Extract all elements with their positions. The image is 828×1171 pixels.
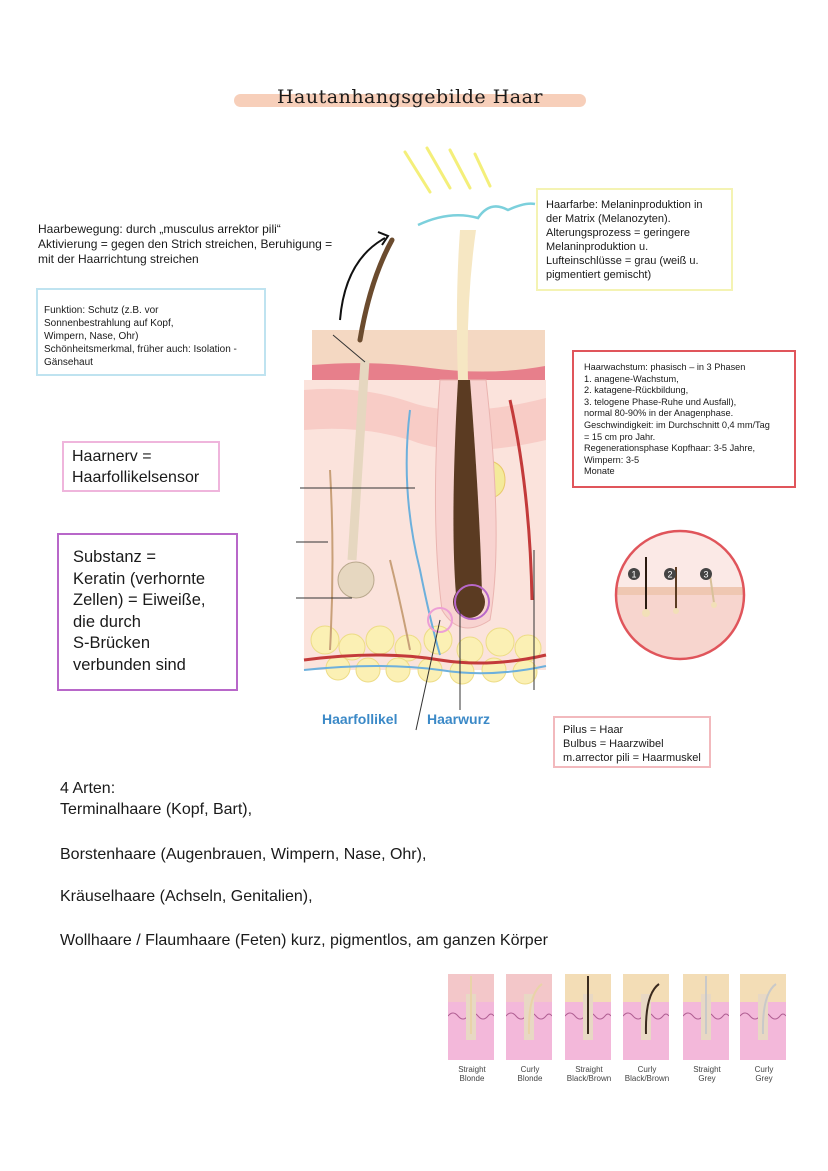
swatch-label-2: Grey <box>755 1074 773 1083</box>
swatch-image <box>448 974 494 1060</box>
swatch-straight-black-brown <box>565 974 613 1083</box>
swatch-image <box>565 974 611 1060</box>
growth-line-4: 3. telogene Phase-Ruhe und Ausfall), <box>584 396 737 407</box>
hair-types-heading: 4 Arten: <box>60 780 116 797</box>
substance-line-3: Zellen) = Eiweiße, <box>73 591 206 609</box>
function-line-2: Sonnenbestrahlung auf Kopf, <box>44 318 174 329</box>
hair-parts-box <box>553 716 711 768</box>
growth-line-10: Monate <box>584 466 615 477</box>
swatch-label-2: Blonde <box>459 1074 485 1083</box>
page-title: Hautanhangsgebilde Haar <box>276 86 544 108</box>
swatch-label-1: Straight <box>458 1065 486 1074</box>
hair-nerve-box <box>62 441 220 492</box>
growth-line-6: Geschwindigkeit: im Durchschnitt 0,4 mm/Tag <box>584 419 770 430</box>
growth-line-9: Wimpern: 3-5 <box>584 454 640 465</box>
function-line-3: Wimpern, Nase, Ohr) <box>44 331 139 342</box>
growth-phase-illustration <box>612 527 748 663</box>
substance-line-1: Substanz = <box>73 548 157 566</box>
swatch-label-1: Curly <box>754 1065 774 1074</box>
swatch-straight-blonde <box>448 974 496 1083</box>
phase-number-3: 3 <box>703 569 709 580</box>
swatch-curly-blonde <box>506 974 554 1083</box>
growth-line-5: normal 80-90% in der Anagenphase. <box>584 408 734 419</box>
color-line-5: Lufteinschlüsse = grau (weiß u. <box>546 255 699 267</box>
color-line-1: Haarfarbe: Melaninproduktion in <box>546 199 703 211</box>
swatch-label-2: Blonde <box>517 1074 543 1083</box>
color-line-2: der Matrix (Melanozyten). <box>546 213 671 225</box>
movement-line-3: mit der Haarrichtung streichen <box>38 252 199 266</box>
growth-line-3: 2. katagene-Rückbildung, <box>584 385 689 396</box>
hair-type-vellus: Wollhaare / Flaumhaare (Feten) kurz, pigmentlos, am ganzen Körper <box>60 932 548 949</box>
swatch-straight-grey <box>683 974 731 1083</box>
growth-line-7: = 15 cm pro Jahr. <box>584 431 656 442</box>
substance-box <box>57 533 238 691</box>
swatch-label-2: Black/Brown <box>566 1074 612 1083</box>
parts-line-1: Pilus = Haar <box>563 724 624 736</box>
color-line-3: Alterungsprozess = geringere <box>546 227 690 239</box>
substance-line-5: S-Brücken <box>73 634 151 652</box>
growth-line-8: Regenerationsphase Kopfhaar: 3-5 Jahre, <box>584 443 756 454</box>
parts-line-2: Bulbus = Haarzwibel <box>563 738 664 750</box>
swatch-image <box>623 974 669 1060</box>
substance-line-4: die durch <box>73 612 141 631</box>
hair-type-bristle: Borstenhaare (Augenbrauen, Wimpern, Nase, Ohr), <box>60 846 427 863</box>
swatch-image <box>506 974 552 1060</box>
hair-cross-section-illustration <box>290 140 550 740</box>
swatch-label-2: Grey <box>698 1074 716 1083</box>
swatch-label-1: Curly <box>520 1065 540 1074</box>
color-line-6: pigmentiert gemischt) <box>546 269 652 281</box>
swatch-curly-grey <box>740 974 788 1083</box>
nerve-line-1: Haarnerv = <box>72 448 152 465</box>
swatch-image <box>683 974 729 1060</box>
hair-type-terminal: Terminalhaare (Kopf, Bart), <box>60 801 253 818</box>
growth-line-1: Haarwachstum: phasisch – in 3 Phasen <box>584 362 746 372</box>
label-hair-follicle: Haarfollikel <box>322 711 398 727</box>
hair-growth-box <box>572 350 796 488</box>
swatch-label-1: Curly <box>637 1065 657 1074</box>
phase-number-2: 2 <box>667 569 673 580</box>
swatch-label-1: Straight <box>575 1065 603 1074</box>
label-hair-root: Haarwurz <box>427 711 491 727</box>
function-box <box>36 288 266 376</box>
swatch-label-2: Black/Brown <box>624 1074 670 1083</box>
color-line-4: Melaninproduktion u. <box>546 241 649 253</box>
nerve-line-2: Haarfollikelsensor <box>72 469 200 486</box>
swatch-label-1: Straight <box>693 1065 721 1074</box>
swatch-image <box>740 974 786 1060</box>
function-line-1: Funktion: Schutz (z.B. vor <box>44 305 159 316</box>
hair-type-curly: Kräuselhaare (Achseln, Genitalien), <box>60 888 313 905</box>
function-line-4: Schönheitsmerkmal, früher auch: Isolation - <box>44 344 237 355</box>
growth-line-2: 1. anagene-Wachstum, <box>584 373 679 384</box>
hair-color-box <box>536 188 733 291</box>
hair-color-swatches <box>448 974 798 1094</box>
substance-line-2: Keratin (verhornte <box>73 569 206 588</box>
parts-line-3: m.arrector pili = Haarmuskel <box>563 752 701 764</box>
phase-number-1: 1 <box>631 569 637 580</box>
title-block <box>234 84 586 116</box>
movement-line-1: Haarbewegung: durch „musculus arrektor pili“ <box>38 222 281 236</box>
substance-line-6: verbunden sind <box>73 655 186 674</box>
movement-line-2: Aktivierung = gegen den Strich streichen, Beruhigung = <box>38 237 333 251</box>
sun-rays-icon <box>405 148 490 192</box>
swatch-curly-black-brown <box>623 974 671 1083</box>
function-line-5: Gänsehaut <box>44 357 93 368</box>
